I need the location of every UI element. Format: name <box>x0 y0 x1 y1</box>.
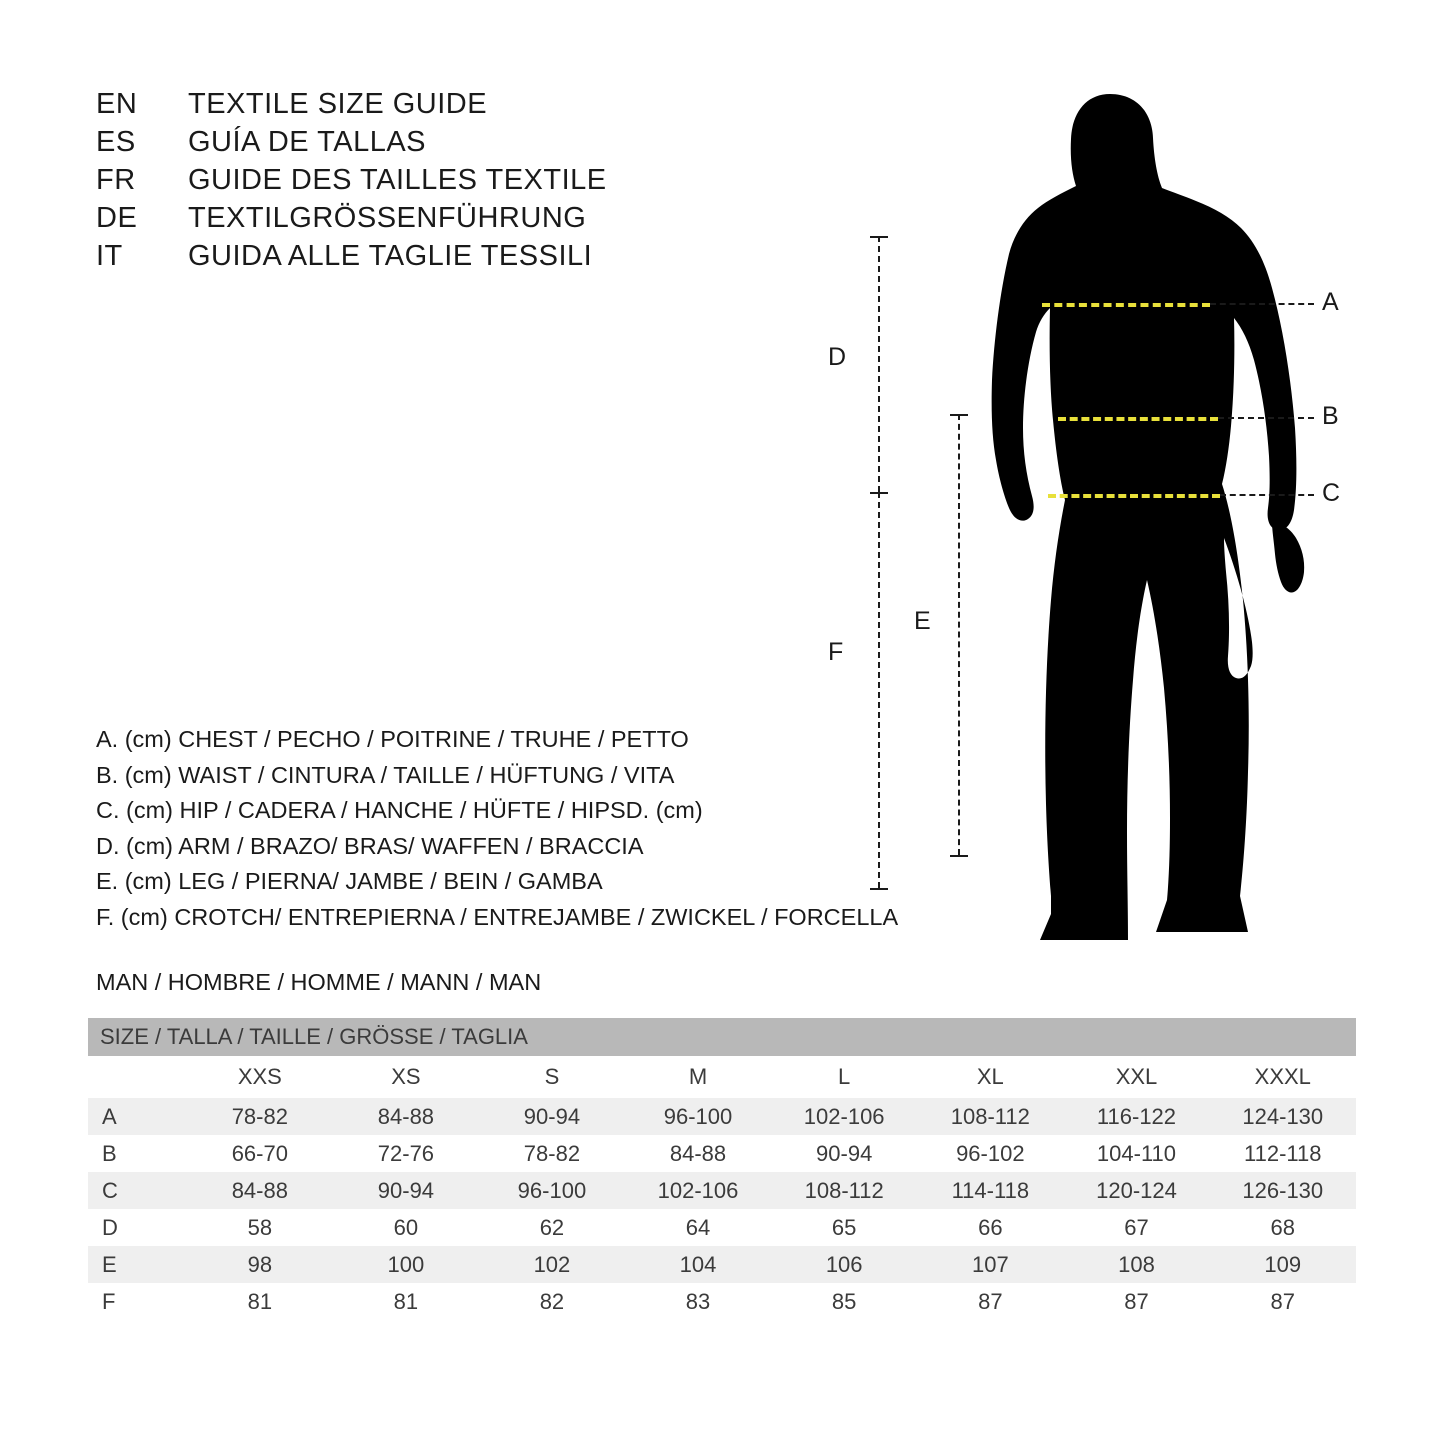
cell-c-xl: 114-118 <box>917 1172 1063 1209</box>
size-header-xs: XS <box>333 1056 479 1098</box>
cell-a-xs: 84-88 <box>333 1098 479 1135</box>
man-silhouette-icon <box>810 60 1390 960</box>
cell-d-l: 65 <box>771 1209 917 1246</box>
table-row <box>88 1209 1356 1246</box>
title-text-de: TEXTILGRÖSSENFÜHRUNG <box>188 202 587 234</box>
cell-f-l: 85 <box>771 1283 917 1320</box>
crotch-dimension-cap-bottom <box>870 888 888 890</box>
label-d: D <box>828 343 847 371</box>
arm-dimension-cap-top <box>870 236 888 238</box>
cell-e-s: 102 <box>479 1246 625 1283</box>
legend-item-a: A. (cm) CHEST / PECHO / POITRINE / TRUHE / PETTO <box>96 726 689 752</box>
arm-dimension-line <box>878 236 880 492</box>
cell-f-s: 82 <box>479 1283 625 1320</box>
label-a: A <box>1322 288 1339 316</box>
waist-measure-line <box>1058 417 1218 421</box>
title-lang-de: DE <box>96 202 138 234</box>
cell-b-s: 78-82 <box>479 1135 625 1172</box>
cell-a-xl: 108-112 <box>917 1098 1063 1135</box>
crotch-dimension-line <box>878 492 880 888</box>
chest-measure-line <box>1042 303 1210 307</box>
title-row-en <box>96 88 607 126</box>
cell-c-m: 102-106 <box>625 1172 771 1209</box>
cell-a-xxxl: 124-130 <box>1210 1098 1356 1135</box>
size-header-xxxl: XXXL <box>1210 1056 1356 1098</box>
title-lang-es: ES <box>96 126 136 158</box>
title-text-it: GUIDA ALLE TAGLIE TESSILI <box>188 240 593 272</box>
table-row <box>88 1135 1356 1172</box>
cell-d-xxs: 58 <box>187 1209 333 1246</box>
cell-f-xl: 87 <box>917 1283 1063 1320</box>
cell-d-xs: 60 <box>333 1209 479 1246</box>
cell-b-l: 90-94 <box>771 1135 917 1172</box>
row-label-e: E <box>88 1246 187 1283</box>
cell-c-xxxl: 126-130 <box>1210 1172 1356 1209</box>
cell-a-l: 102-106 <box>771 1098 917 1135</box>
cell-d-m: 64 <box>625 1209 771 1246</box>
size-header-xl: XL <box>917 1056 1063 1098</box>
cell-c-xs: 90-94 <box>333 1172 479 1209</box>
cell-f-xxxl: 87 <box>1210 1283 1356 1320</box>
size-table <box>88 1018 1356 1320</box>
title-row-es <box>96 126 607 164</box>
hip-lead-line <box>1220 494 1314 496</box>
cell-f-xxl: 87 <box>1063 1283 1209 1320</box>
label-b: B <box>1322 402 1339 430</box>
cell-b-xxxl: 112-118 <box>1210 1135 1356 1172</box>
figure-block <box>810 60 1390 960</box>
legend-item-c: C. (cm) HIP / CADERA / HANCHE / HÜFTE / HIPSD. (cm) <box>96 797 703 823</box>
cell-b-m: 84-88 <box>625 1135 771 1172</box>
cell-e-xxxl: 109 <box>1210 1246 1356 1283</box>
chest-lead-line <box>1210 303 1314 305</box>
title-text-fr: GUIDE DES TAILLES TEXTILE <box>188 164 607 196</box>
cell-c-xxs: 84-88 <box>187 1172 333 1209</box>
leg-dimension-cap-bottom <box>950 855 968 857</box>
legend-item-b: B. (cm) WAIST / CINTURA / TAILLE / HÜFTUNG / VITA <box>96 761 675 788</box>
cell-e-m: 104 <box>625 1246 771 1283</box>
table-row <box>88 1172 1356 1209</box>
title-row-de <box>96 202 607 240</box>
title-row-fr <box>96 164 607 202</box>
row-label-d: D <box>88 1209 187 1246</box>
cell-a-xxs: 78-82 <box>187 1098 333 1135</box>
gender-line: MAN / HOMBRE / HOMME / MANN / MAN <box>96 969 542 995</box>
cell-c-l: 108-112 <box>771 1172 917 1209</box>
size-header-m: M <box>625 1056 771 1098</box>
title-text-en: TEXTILE SIZE GUIDE <box>188 88 488 120</box>
size-row-label <box>88 1056 187 1098</box>
cell-c-s: 96-100 <box>479 1172 625 1209</box>
leg-dimension-line <box>958 414 960 855</box>
cell-b-xs: 72-76 <box>333 1135 479 1172</box>
title-lang-en: EN <box>96 88 138 120</box>
cell-b-xxs: 66-70 <box>187 1135 333 1172</box>
row-label-c: C <box>88 1172 187 1209</box>
row-label-a: A <box>88 1098 187 1135</box>
cell-d-xxxl: 68 <box>1210 1209 1356 1246</box>
legend-item-d: D. (cm) ARM / BRAZO/ BRAS/ WAFFEN / BRACCIA <box>96 832 644 859</box>
legend-item-e: E. (cm) LEG / PIERNA/ JAMBE / BEIN / GAMBA <box>96 868 603 894</box>
size-header-l: L <box>771 1056 917 1098</box>
table-row <box>88 1246 1356 1283</box>
cell-b-xl: 96-102 <box>917 1135 1063 1172</box>
cell-a-m: 96-100 <box>625 1098 771 1135</box>
title-block <box>96 88 607 278</box>
cell-a-s: 90-94 <box>479 1098 625 1135</box>
size-header-xxl: XXL <box>1063 1056 1209 1098</box>
title-lang-fr: FR <box>96 164 136 196</box>
cell-f-xxs: 81 <box>187 1283 333 1320</box>
cell-f-xs: 81 <box>333 1283 479 1320</box>
size-table-wrap <box>88 1018 1356 1320</box>
size-header-xxs: XXS <box>187 1056 333 1098</box>
label-e: E <box>914 607 931 635</box>
waist-lead-line <box>1218 417 1314 419</box>
cell-c-xxl: 120-124 <box>1063 1172 1209 1209</box>
title-text-es: GUÍA DE TALLAS <box>188 126 427 158</box>
hip-measure-line <box>1048 494 1220 498</box>
title-lang-it: IT <box>96 240 123 272</box>
legend-block <box>96 722 898 1001</box>
size-header-s: S <box>479 1056 625 1098</box>
cell-e-xl: 107 <box>917 1246 1063 1283</box>
table-header-title: SIZE / TALLA / TAILLE / GRÖSSE / TAGLIA <box>88 1018 1356 1056</box>
table-size-row <box>88 1056 1356 1098</box>
cell-b-xxl: 104-110 <box>1063 1135 1209 1172</box>
cell-e-xs: 100 <box>333 1246 479 1283</box>
cell-d-xxl: 67 <box>1063 1209 1209 1246</box>
cell-e-l: 106 <box>771 1246 917 1283</box>
label-f: F <box>828 638 844 666</box>
row-label-f: F <box>88 1283 187 1320</box>
table-header-row <box>88 1018 1356 1056</box>
label-c: C <box>1322 479 1341 507</box>
cell-d-xl: 66 <box>917 1209 1063 1246</box>
table-row <box>88 1283 1356 1320</box>
cell-f-m: 83 <box>625 1283 771 1320</box>
cell-e-xxl: 108 <box>1063 1246 1209 1283</box>
title-row-it <box>96 240 607 278</box>
cell-e-xxs: 98 <box>187 1246 333 1283</box>
leg-dimension-cap-top <box>950 414 968 416</box>
legend-item-f: F. (cm) CROTCH/ ENTREPIERNA / ENTREJAMBE / ZWICKEL / FORCELLA <box>96 903 899 930</box>
cell-d-s: 62 <box>479 1209 625 1246</box>
cell-a-xxl: 116-122 <box>1063 1098 1209 1135</box>
row-label-b: B <box>88 1135 187 1172</box>
table-row <box>88 1098 1356 1135</box>
